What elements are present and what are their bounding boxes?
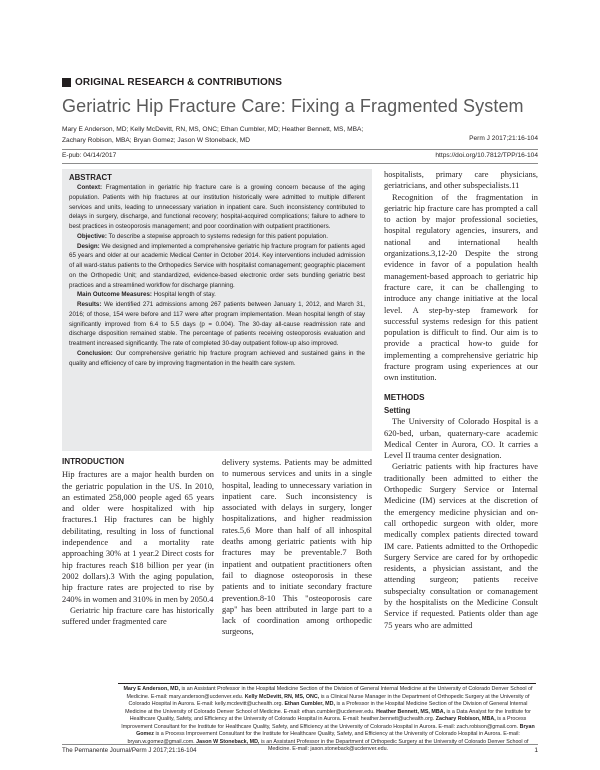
abstract-outcome-label: Main Outcome Measures: bbox=[77, 291, 152, 299]
affiliation-text-1: is an Assistant Professor in the Hospital Medicine Section of the Division of General Internal Medicine at the University of Colorado Denver School of Medicine. E-mail: mary.anderson@ucdenver.edu. bbox=[126, 686, 533, 700]
affiliation-name-6: Bryan Gomez bbox=[136, 723, 535, 737]
author-list bbox=[62, 124, 402, 146]
abstract-conclusion-text: Our comprehensive geriatric hip fracture program achieved and sustained gains in the quality and efficiency of care by improving fragmentation in the health care system. bbox=[69, 349, 365, 367]
affiliation-name-5: Zachary Robison, MBA, bbox=[435, 716, 496, 722]
abstract-results-label: Results: bbox=[77, 301, 102, 308]
section-label bbox=[62, 76, 282, 89]
abstract-design bbox=[69, 242, 365, 291]
footer-divider bbox=[62, 744, 538, 745]
section-square-icon bbox=[62, 78, 71, 87]
affiliation-name-4: Heather Bennett, MS, MBA, bbox=[376, 708, 446, 715]
affiliation-name-2: Kelly McDevitt, RN, MS, ONC, bbox=[244, 693, 320, 700]
introduction-paragraph-3: delivery systems. Patients may be admitted to numerous services and units in a single hospital, leading to unnecessary variation in inpatient care. Such inconsistency is associated with delays in surgery, longer hospitalizations, and higher readmission rates.5,6 More than half of all inhospital deaths among geriatric patients with hip fractures may be preventable.7 Both inpatient and outpatient practitioners often fail to diagnose osteoporosis in these patients and to initiate secondary fracture prevention.8-10 This "osteoporosis care gap" has been attributed in large part to a lack of coordination among orthopedic surgeons, bbox=[222, 458, 372, 637]
affiliation-name-1: Mary E Anderson, MD, bbox=[123, 686, 180, 692]
introduction-column-1 bbox=[62, 456, 214, 627]
abstract-outcome bbox=[69, 290, 365, 300]
section-label-text: ORIGINAL RESEARCH & CONTRIBUTIONS bbox=[75, 77, 283, 88]
affiliation-text-7: is an Assistant Professor in the Department of Orthopedic Surgery at the University of Colorado Denver School of Medicine. E-mail: jason.stoneback@ucdenver.edu. bbox=[259, 738, 529, 752]
abstract-heading: ABSTRACT bbox=[69, 173, 112, 182]
affiliation-text-3: is a Professor in the Hospital Medicine Section of the Division of General Internal Medicine at the University of Colorado Denver School of Medicine. E-mail: ethan.cumbler@ucdenver.edu. bbox=[125, 701, 528, 715]
abstract-conclusion-label: Conclusion: bbox=[77, 349, 113, 357]
abstract-context-text: Fragmentation in geriatric hip fracture care is a growing concern because of the aging population. Patients with hip fractures at our institution historically were admitted to multiple different services and units, leading to unnecessary variation in inpatient care. Such inconsistency contributed to delays in surgery, discharge, and functional recovery; hospital-acquired complications; failure to adhere to best practices in osteoporosis management; and poor coordination with outpatient practitioners. bbox=[69, 184, 365, 230]
author-line-1: Mary E Anderson, MD; Kelly McDevitt, RN, MS, ONC; Ethan Cumbler, MD; Heather Bennett, MS, MBA; bbox=[62, 126, 364, 133]
affiliation-name-7: Jason W Stoneback, MD, bbox=[196, 738, 260, 745]
abstract-context bbox=[69, 183, 365, 232]
journal-footer: The Permanente Journal/Perm J 2017;21:16-104 bbox=[62, 747, 197, 754]
epub-date: E-pub: 04/14/2017 bbox=[62, 152, 117, 159]
footnote-divider bbox=[118, 683, 536, 684]
introduction-paragraph-1: Hip fractures are a major health burden on the geriatric population in the US. In 2010, an estimated 258,000 people aged 65 years and older were hospitalized with hip fractures.1 Hip fractures can be highly debilitating, resulting in loss of functional independence and a mortality rate approaching 30% at 1 year.2 Direct costs for hip fractures reach $18 billion per year (in 2002 dollars).3 With the aging population, hip fracture rates are projected to rise by 240% in women and 310% in men by 2050.4 bbox=[62, 470, 214, 604]
introduction-column-2 bbox=[222, 457, 372, 638]
affiliation-name-3: Ethan Cumbler, MD, bbox=[284, 701, 335, 707]
abstract-outcome-text: Hospital length of stay. bbox=[151, 291, 216, 299]
abstract-results-text: We identified 271 admissions among 267 patients between January 1, 2012, and March 31, 2016; of those, 154 were before and 117 were after program implementation. Mean hospital length of stay significantly improved from 6.4 to 5.5 days (p = 0.004). The 30-day all-cause readmission rate and discharge disposition remained stable. The percentage of patients receiving osteoporosis evaluation and treatment increased significantly. The rate of completed 30-day outpatient follow-up also improved. bbox=[69, 301, 365, 347]
abstract-objective-text: To describe a stepwise approach to systems redesign for this patient population. bbox=[106, 232, 328, 240]
right-column bbox=[384, 169, 538, 631]
abstract-results bbox=[69, 300, 365, 349]
right-paragraph-3: The University of Colorado Hospital is a 620-bed, urban, quaternary-care academic Medical Center in Aurora, CO. It carries a Level II trauma center designation. bbox=[384, 417, 538, 461]
affiliation-text-5: is a Process Improvement Consultant for the Institute for Healthcare Quality, Safety, and Efficiency at the University of Colorado Hospital in Aurora. E-mail: zach.robison@gmail.com. bbox=[121, 716, 527, 730]
introduction-heading: INTRODUCTION bbox=[62, 457, 125, 466]
abstract-design-label: Design: bbox=[77, 242, 100, 250]
affiliation-text-6: is a Process Improvement Consultant for the Institute for Healthcare Quality, Safety, and Efficiency at the University of Colorado Hospital in Aurora. E-mail: bryan.w.gomez@gmail.com. bbox=[127, 731, 520, 745]
page-number: 1 bbox=[534, 747, 538, 754]
doi-divider bbox=[62, 163, 538, 164]
right-paragraph-1: hospitalists, primary care physicians, geriatricians, and other subspecialists.11 bbox=[384, 170, 538, 191]
affiliation-text-4: is a Data Analyst for the Institute for Healthcare Quality, Safety, and Efficiency at the University of Colorado Hospital in Aurora. E-mail: heather.bennett@uchealth.org. bbox=[129, 708, 531, 722]
abstract-objective-label: Objective: bbox=[77, 232, 107, 240]
introduction-paragraph-2: Geriatric hip fracture care has historically suffered under fragmented care bbox=[62, 605, 214, 627]
abstract-conclusion bbox=[69, 349, 365, 369]
right-paragraph-4: Geriatric patients with hip fractures have traditionally been admitted to either the Orthopedic Surgery Service or Internal Medicine (IM) services at the discretion of the emergency medicine physician and on-call orthopedic surgeon with older, more medically complex patients directed toward IM care. Patients admitted to the Orthopedic Surgery Service are cared for by orthopedic residents, a physician assistant, and the attending surgeon; patients receive subspecialty consultation or comanagement by the hospitalists on the Medicine Consult Service if requested. Patients older than age 75 years who are admitted bbox=[384, 462, 538, 630]
journal-citation: Perm J 2017;21:16-104 bbox=[469, 135, 538, 142]
author-line-2: Zachary Robison, MBA; Bryan Gomez; Jason W Stoneback, MD bbox=[62, 137, 250, 144]
abstract-design-text: We designed and implemented a comprehensive geriatric hip fracture program for patients aged 65 years and older at our academic Medical Center in October 2014. Key interventions included admission of all ward-status patients to the Orthopedics Service with hospitalist comanagement; geographic placement on the Orthopedic Unit; and standardized, evidence-based electronic order sets bundling geriatric best practices and a streamlined workflow for discharge planning. bbox=[69, 242, 365, 289]
header-divider bbox=[62, 149, 538, 150]
right-paragraph-2: Recognition of the fragmentation in geriatric hip fracture care has prompted a call to action by major professional societies, hospital regulatory agencies, insurers, and national and international health organizations.3,12-20 Despite the strong evidence in favor of a population health management-based approach to geriatric hip fracture care, it can be challenging to introduce any change initiative at the local level. A step-by-step framework for successful systems redesign for this patient population is difficult to find. Our aim is to provide a practical how-to guide for implementing a comprehensive geriatric hip fracture program using experiences at our own institution. bbox=[384, 192, 538, 383]
article-title: Geriatric Hip Fracture Care: Fixing a Fragmented System bbox=[62, 96, 524, 116]
abstract-context-label: Context: bbox=[77, 184, 103, 191]
doi-link[interactable]: https://doi.org/10.7812/TPP/16-104 bbox=[435, 152, 538, 159]
abstract-box bbox=[62, 169, 372, 451]
setting-heading: Setting bbox=[384, 405, 411, 415]
affiliation-text-2: is a Clinical Nurse Manager in the Department of Orthopedic Surgery at the University of Colorado Hospital in Aurora. E-mail: kelly.mcdevitt@uchealth.org. bbox=[128, 693, 530, 707]
methods-heading: METHODS bbox=[384, 392, 425, 402]
abstract-objective bbox=[69, 232, 365, 242]
